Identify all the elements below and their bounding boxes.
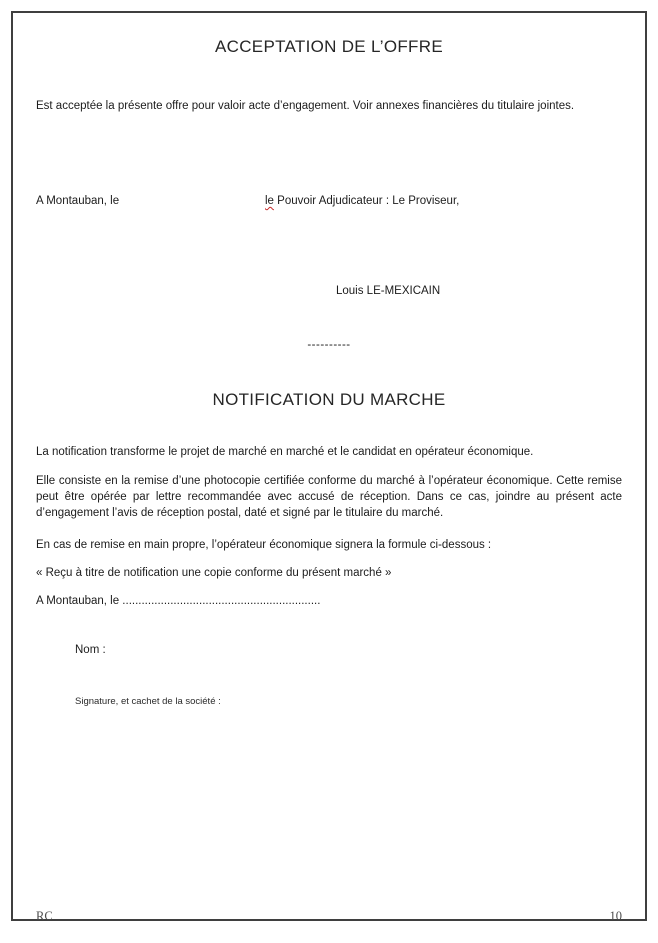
notification-paragraph-transform: La notification transforme le projet de marché en marché et le candidat en opérateur économique.: [36, 446, 534, 458]
place-date-dotted-line: A Montauban, le ..............................................................: [36, 595, 321, 607]
page-number: 10: [609, 909, 622, 923]
document-page: [11, 11, 647, 921]
notification-paragraph-main-propre: En cas de remise en main propre, l’opérateur économique signera la formule ci-dessous :: [36, 539, 492, 551]
signature-stamp-label: Signature, et cachet de la société :: [75, 696, 221, 707]
adjudicator-title-text: Pouvoir Adjudicateur : Le Proviseur,: [273, 195, 460, 207]
acceptation-intro-paragraph: Est acceptée la présente offre pour valoir acte d’engagement. Voir annexes financières du titulaire jointes.: [36, 100, 575, 112]
acceptation-section-title: ACCEPTATION DE L’OFFRE: [215, 37, 443, 56]
page-content: [13, 37, 645, 943]
signatory-name: Louis LE-MEXICAIN: [336, 285, 441, 297]
place-and-authority-row: [36, 194, 622, 208]
notification-section-title: NOTIFICATION DU MARCHE: [212, 390, 446, 409]
notification-paragraph-remise: Elle consiste en la remise d’une photocopie certifiée conforme du marché à l’opérateur économique. Cette remise peut être opérée par lettre recommandée avec accusé de réception. Dans ce cas, joindre au présent acte d’engagement l’avis de réception postal, daté et signé par le titulaire du marché.: [36, 475, 622, 519]
spellcheck-flagged-word: le: [265, 195, 274, 207]
page-footer: [13, 909, 645, 923]
name-field-label: Nom :: [75, 644, 106, 656]
section-divider-dashes: ----------: [307, 339, 351, 351]
adjudicator-line: [265, 194, 459, 208]
notification-quote-line: « Reçu à titre de notification une copie conforme du présent marché »: [36, 567, 392, 579]
place-date-label: A Montauban, le: [36, 195, 120, 207]
footer-document-code: RC: [36, 909, 53, 923]
